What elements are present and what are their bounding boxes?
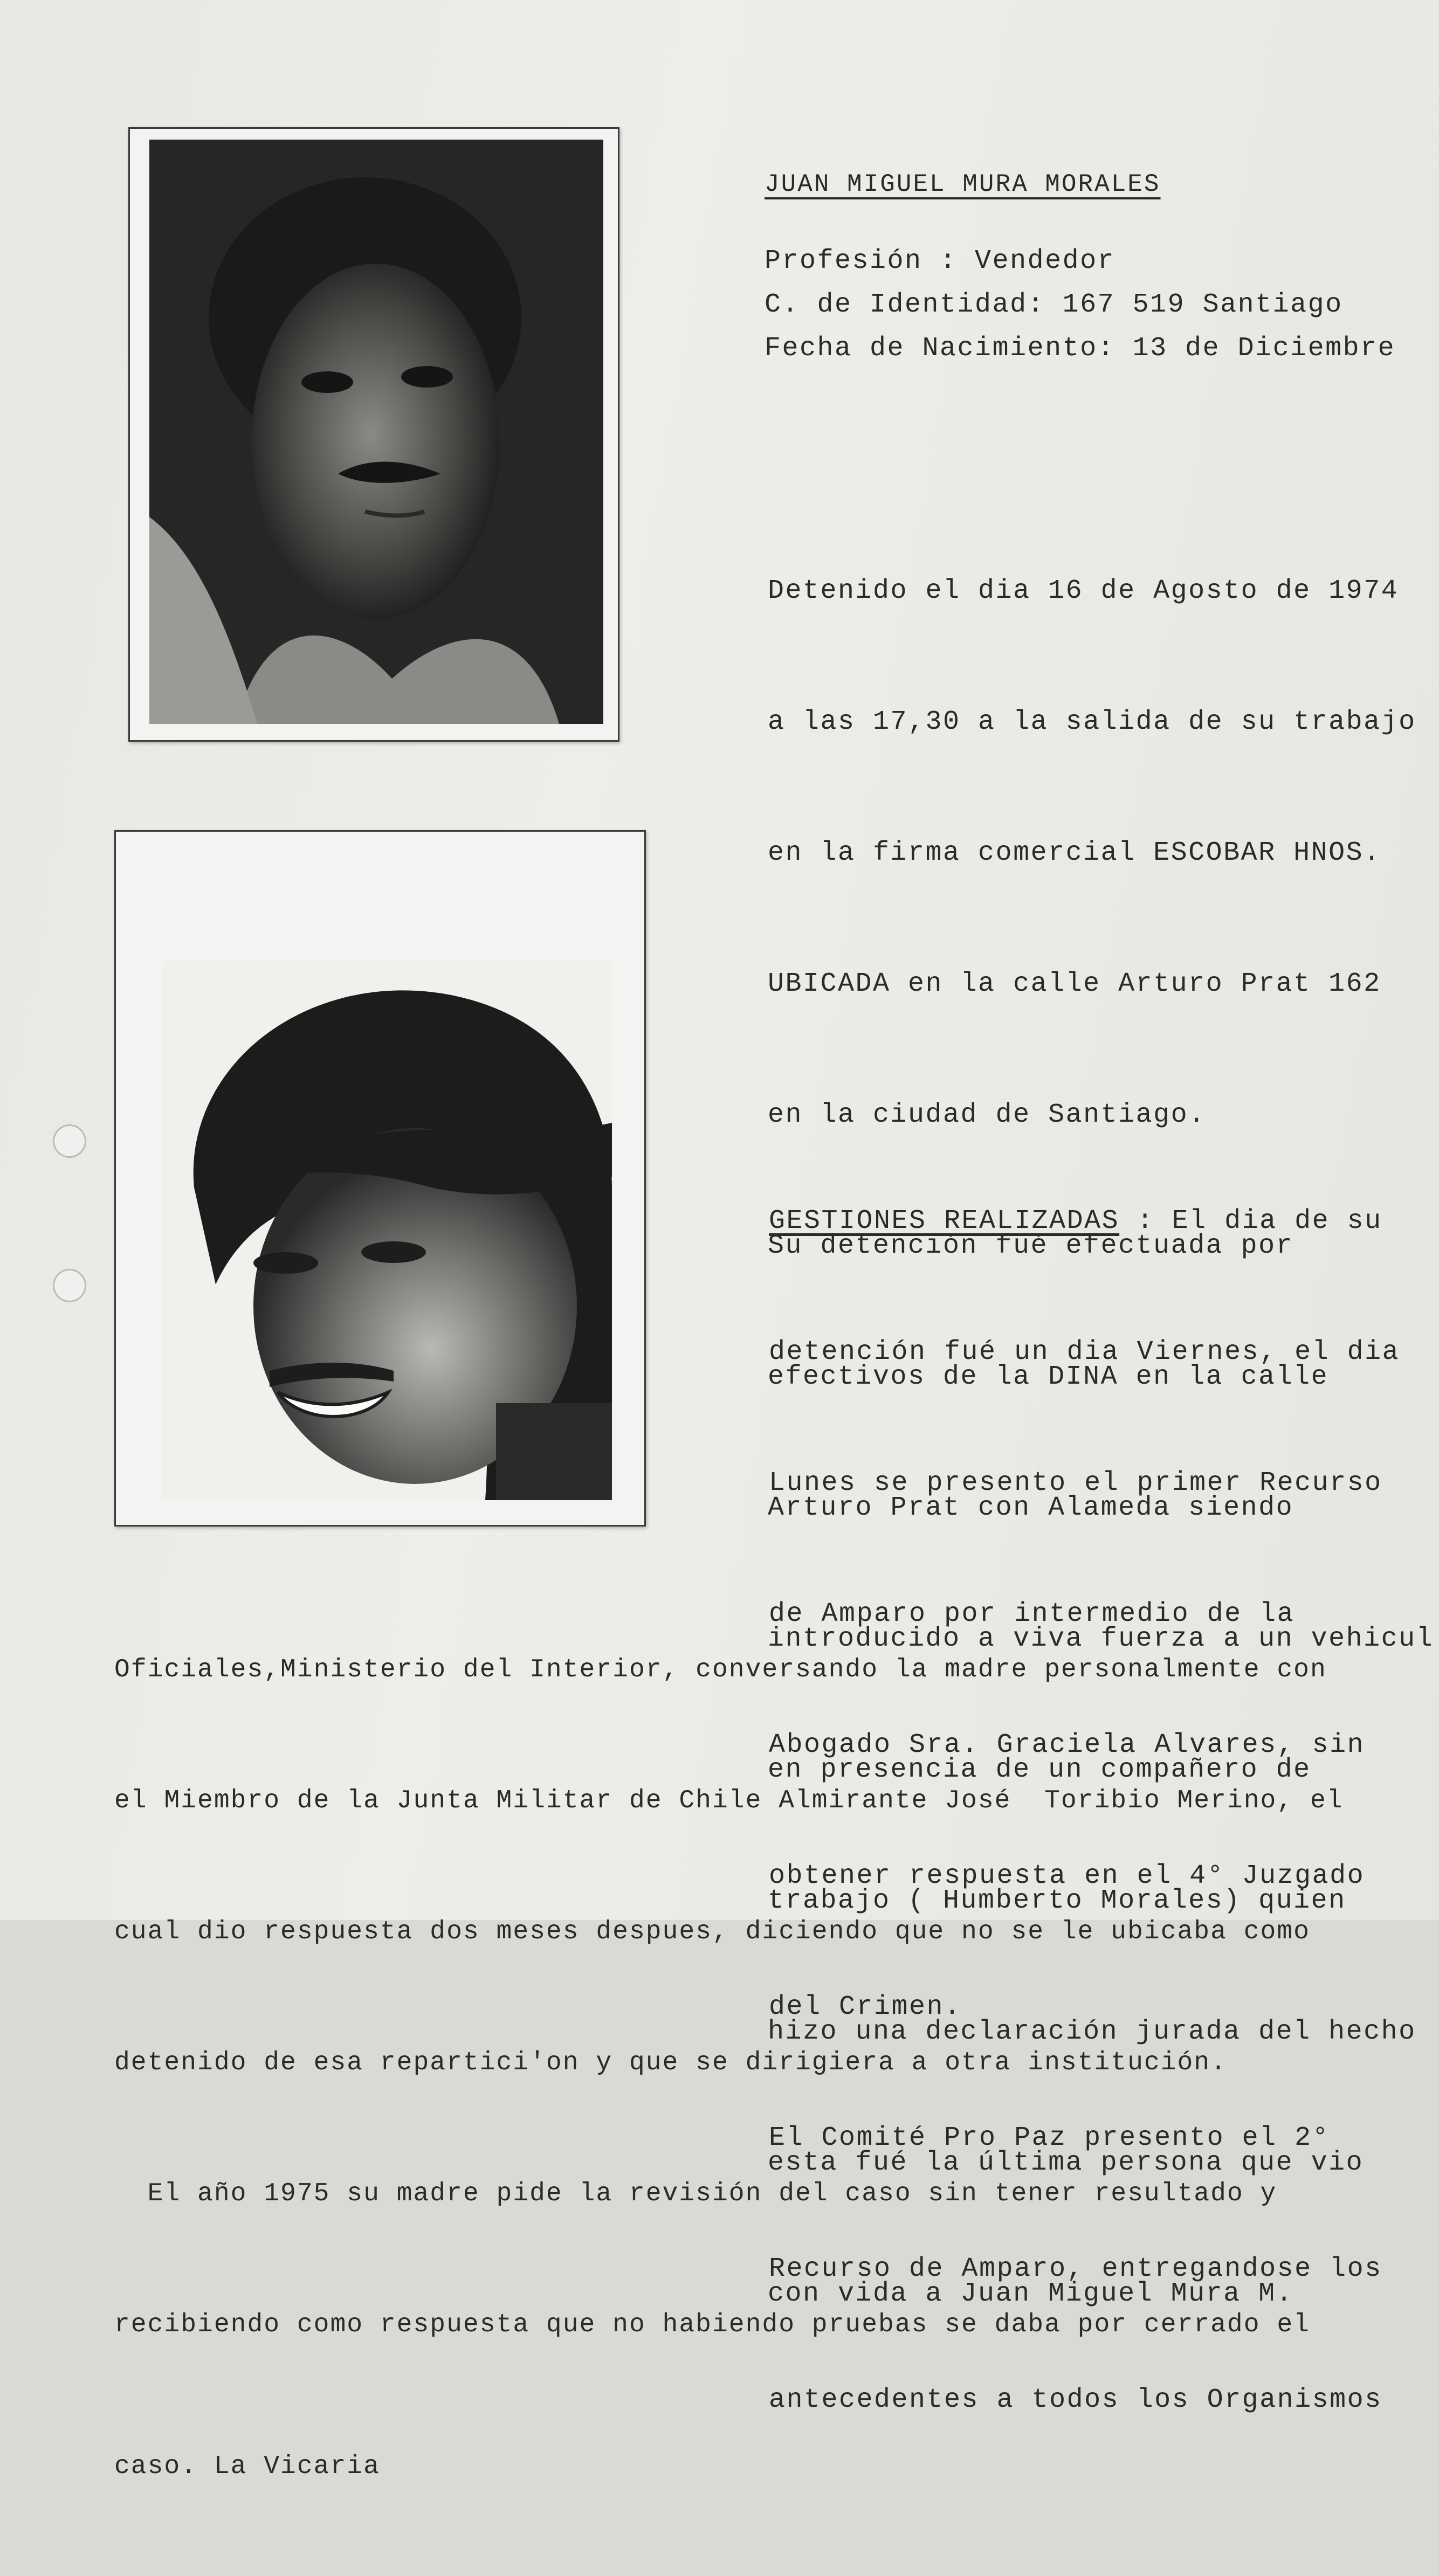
text-line: en la ciudad de Santiago. <box>768 1100 1206 1130</box>
binder-hole-2 <box>53 1269 86 1302</box>
bottom-paragraph <box>114 1561 1344 2576</box>
text-line: Lunes se presento el primer Recurso <box>769 1468 1382 1498</box>
text-line: Su detención fué efectuada por <box>768 1231 1294 1261</box>
text-line: UBICADA en la calle Arturo Prat 162 <box>768 969 1381 999</box>
text-line: del Crimen. <box>769 1992 962 2022</box>
text-line: caso. La Vicaria <box>114 2452 380 2481</box>
gestiones-first-line <box>769 1199 1400 1243</box>
portrait-photo-2 <box>162 961 612 1500</box>
text-line: Recurso de Amparo, entregandose los <box>769 2254 1382 2284</box>
text-line: recibiendo como respuesta que no habiendo pruebas se daba por cerrado el <box>114 2310 1310 2339</box>
photo-1-frame <box>128 127 619 742</box>
text-line: esta fué la última persona que vio <box>768 2147 1364 2178</box>
text-line: el Miembro de la Junta Militar de Chile Almirante José Toribio Merino, el <box>114 1786 1344 1815</box>
person-name-title: JUAN MIGUEL MURA MORALES <box>765 170 1161 198</box>
text-line: El Comité Pro Paz presento el 2° <box>769 2123 1330 2153</box>
text-line: Oficiales,Ministerio del Interior, conversando la madre personalmente con <box>114 1655 1327 1684</box>
text-line: detención fué un dia Viernes, el dia <box>769 1337 1400 1368</box>
text-line: con vida a Juan Miguel Mura M. <box>768 2278 1294 2309</box>
text-line: cual dio respuesta dos meses despues, diciendo que no se le ubicaba como <box>114 1917 1310 1946</box>
text-line: de Amparo por intermedio de la <box>769 1599 1295 1629</box>
text-line: El año 1975 su madre pide la revisión del caso sin tener resultado y <box>114 2179 1277 2208</box>
text-line: detenido de esa reparticiʹon y que se dirigiera a otra institución. <box>114 2048 1227 2077</box>
text-line: en la firma comercial ESCOBAR HNOS. <box>768 838 1381 868</box>
text-line: trabajo ( Humberto Morales) quien <box>768 1886 1346 1916</box>
text-line: obtener respuesta en el 4° Juzgado <box>769 1861 1365 1891</box>
birthdate-line: Fecha de Nacimiento: 13 de Diciembre <box>765 333 1396 364</box>
profession-line: Profesión : Vendedor <box>765 246 1116 277</box>
text-line: Arturo Prat con Alameda siendo <box>768 1493 1294 1523</box>
gestiones-heading: GESTIONES REALIZADAS <box>769 1206 1120 1237</box>
photo-2-frame <box>114 830 646 1527</box>
text-fragment: : El dia de su <box>1119 1206 1382 1237</box>
binder-hole-1 <box>53 1124 86 1158</box>
text-line: antecedentes a todos los Organismos <box>769 2385 1382 2415</box>
portrait-photo-1 <box>149 140 603 724</box>
text-line: Abogado Sra. Graciela Alvares, sin <box>769 1730 1365 1760</box>
text-line: en presencia de un compañero de <box>768 1755 1311 1785</box>
text-line: introducido a viva fuerza a un vehicul <box>768 1624 1434 1654</box>
text-line: a las 17,30 a la salida de su trabajo <box>768 707 1416 737</box>
text-line: Detenido el dia 16 de Agosto de 1974 <box>768 576 1399 606</box>
text-line: hizo una declaración jurada del hecho <box>768 2016 1416 2047</box>
id-line: C. de Identidad: 167 519 Santiago <box>765 289 1343 320</box>
text-line: efectivos de la DINA en la calle <box>768 1362 1329 1392</box>
